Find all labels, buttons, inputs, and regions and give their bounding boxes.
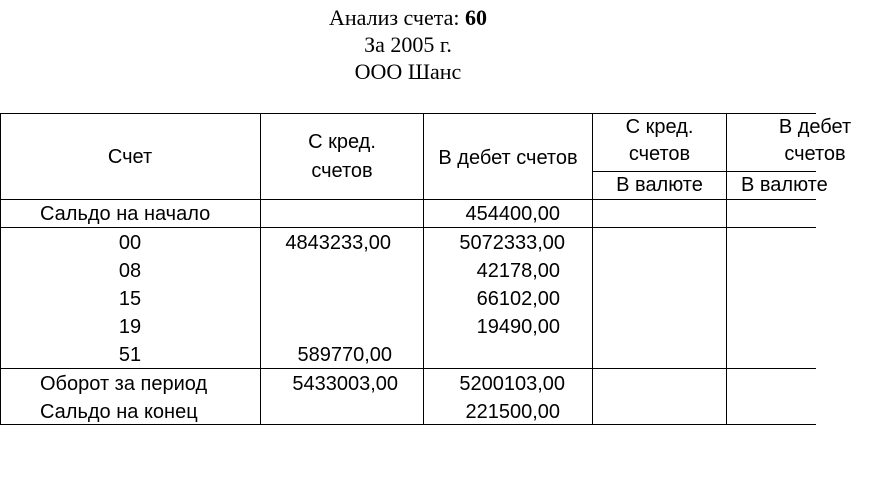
column-header-credit-currency-text: С кред. счетов	[625, 116, 694, 165]
report-header	[0, 4, 816, 85]
entry-debit-08: 42178,00	[476, 260, 560, 282]
entry-credit-51: 589770,00	[297, 344, 392, 366]
company-name: ООО Шанс	[354, 59, 462, 84]
entry-account-15: 15	[118, 288, 142, 310]
entry-account-19: 19	[118, 316, 142, 338]
currency-debit-column-border	[726, 113, 727, 425]
column-header-debit-currency	[745, 114, 885, 168]
entry-credit-00: 4843233,00	[285, 232, 391, 254]
title-prefix: Анализ счета:	[329, 5, 465, 30]
entry-debit-19: 19490,00	[476, 316, 560, 338]
subheader-currency-credit: В валюте	[616, 174, 703, 196]
account-analysis-table	[0, 113, 852, 425]
report-title	[0, 4, 816, 31]
report-period: За 2005 г.	[364, 32, 452, 57]
column-header-account: Счет	[107, 146, 153, 168]
entry-account-00: 00	[118, 232, 142, 254]
opening-balance-debit: 454400,00	[465, 203, 560, 225]
column-header-credit-currency	[593, 114, 726, 168]
turnover-credit: 5433003,00	[292, 373, 398, 395]
entry-debit-15: 66102,00	[476, 288, 560, 310]
closing-balance-label: Сальдо на конец	[40, 401, 198, 423]
column-header-debit: В дебет счетов	[438, 147, 578, 169]
column-header-debit-currency-text: В дебет счетов	[778, 116, 852, 165]
opening-balance-label: Сальдо на начало	[40, 203, 211, 225]
column-header-credit-text: С кред. счетов	[308, 131, 376, 182]
entry-account-08: 08	[118, 260, 142, 282]
entry-debit-00: 5072333,00	[459, 232, 565, 254]
turnover-debit: 5200103,00	[459, 373, 565, 395]
turnover-label: Оборот за период	[40, 373, 208, 395]
account-number: 60	[464, 5, 487, 30]
subheader-currency-debit: В валюте	[741, 174, 828, 196]
entry-account-51: 51	[118, 344, 142, 366]
closing-balance-debit: 221500,00	[465, 401, 560, 423]
column-header-credit	[261, 128, 423, 186]
